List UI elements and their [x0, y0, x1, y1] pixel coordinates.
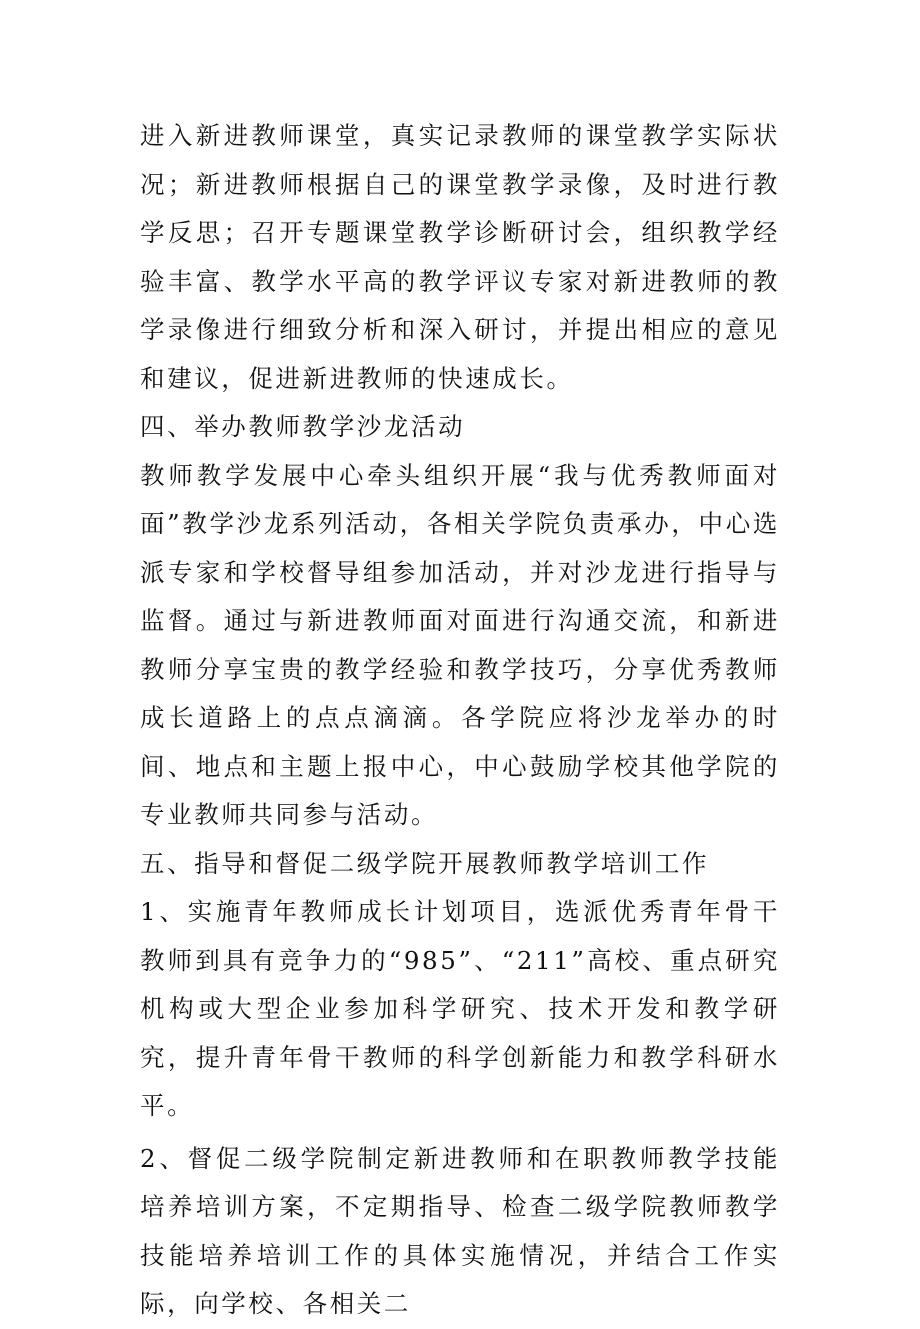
heading-section-five: 五、指导和督促二级学院开展教师教学培训工作: [140, 848, 710, 878]
paragraph-item-1: 1、实施青年教师成长计划项目，选派优秀青年骨干教师到具有竞争力的“985”、“211”高校、重点研究机构或大型企业参加科学研究、技术开发和教学研究，提升青年骨干教师的科学创新能力和教学科研水平。: [140, 897, 780, 1120]
document-body: [140, 112, 780, 1329]
heading-section-four: 四、举办教师教学沙龙活动: [140, 412, 466, 441]
paragraph-teacher-classroom-recording: 进入新进教师课堂，真实记录教师的课堂教学实际状况；新进教师根据自己的课堂教学录像，及时进行教学反思；召开专题课堂教学诊断研讨会，组织教学经验丰富、教学水平高的教学评议专家对新进教师的教学录像进行细致分析和深入研讨，并提出相应的意见和建议，促进新进教师的快速成长。: [140, 121, 780, 393]
paragraph-item-2: 2、督促二级学院制定新进教师和在职教师教学技能培养培训方案，不定期指导、检查二级学院教师教学技能培养培训工作的具体实施情况，并结合工作实际，向学校、各相关二: [140, 1143, 780, 1318]
paragraph-teaching-salon: 教师教学发展中心牵头组织开展“我与优秀教师面对面”教学沙龙系列活动，各相关学院负责承办，中心选派专家和学校督导组参加活动，并对沙龙进行指导与监督。通过与新进教师面对面进行沟通交流，和新进教师分享宝贵的教学经验和教学技巧，分享优秀教师成长道路上的点点滴滴。各学院应将沙龙举办的时间、地点和主题上报中心，中心鼓励学校其他学院的专业教师共同参与活动。: [140, 460, 780, 829]
